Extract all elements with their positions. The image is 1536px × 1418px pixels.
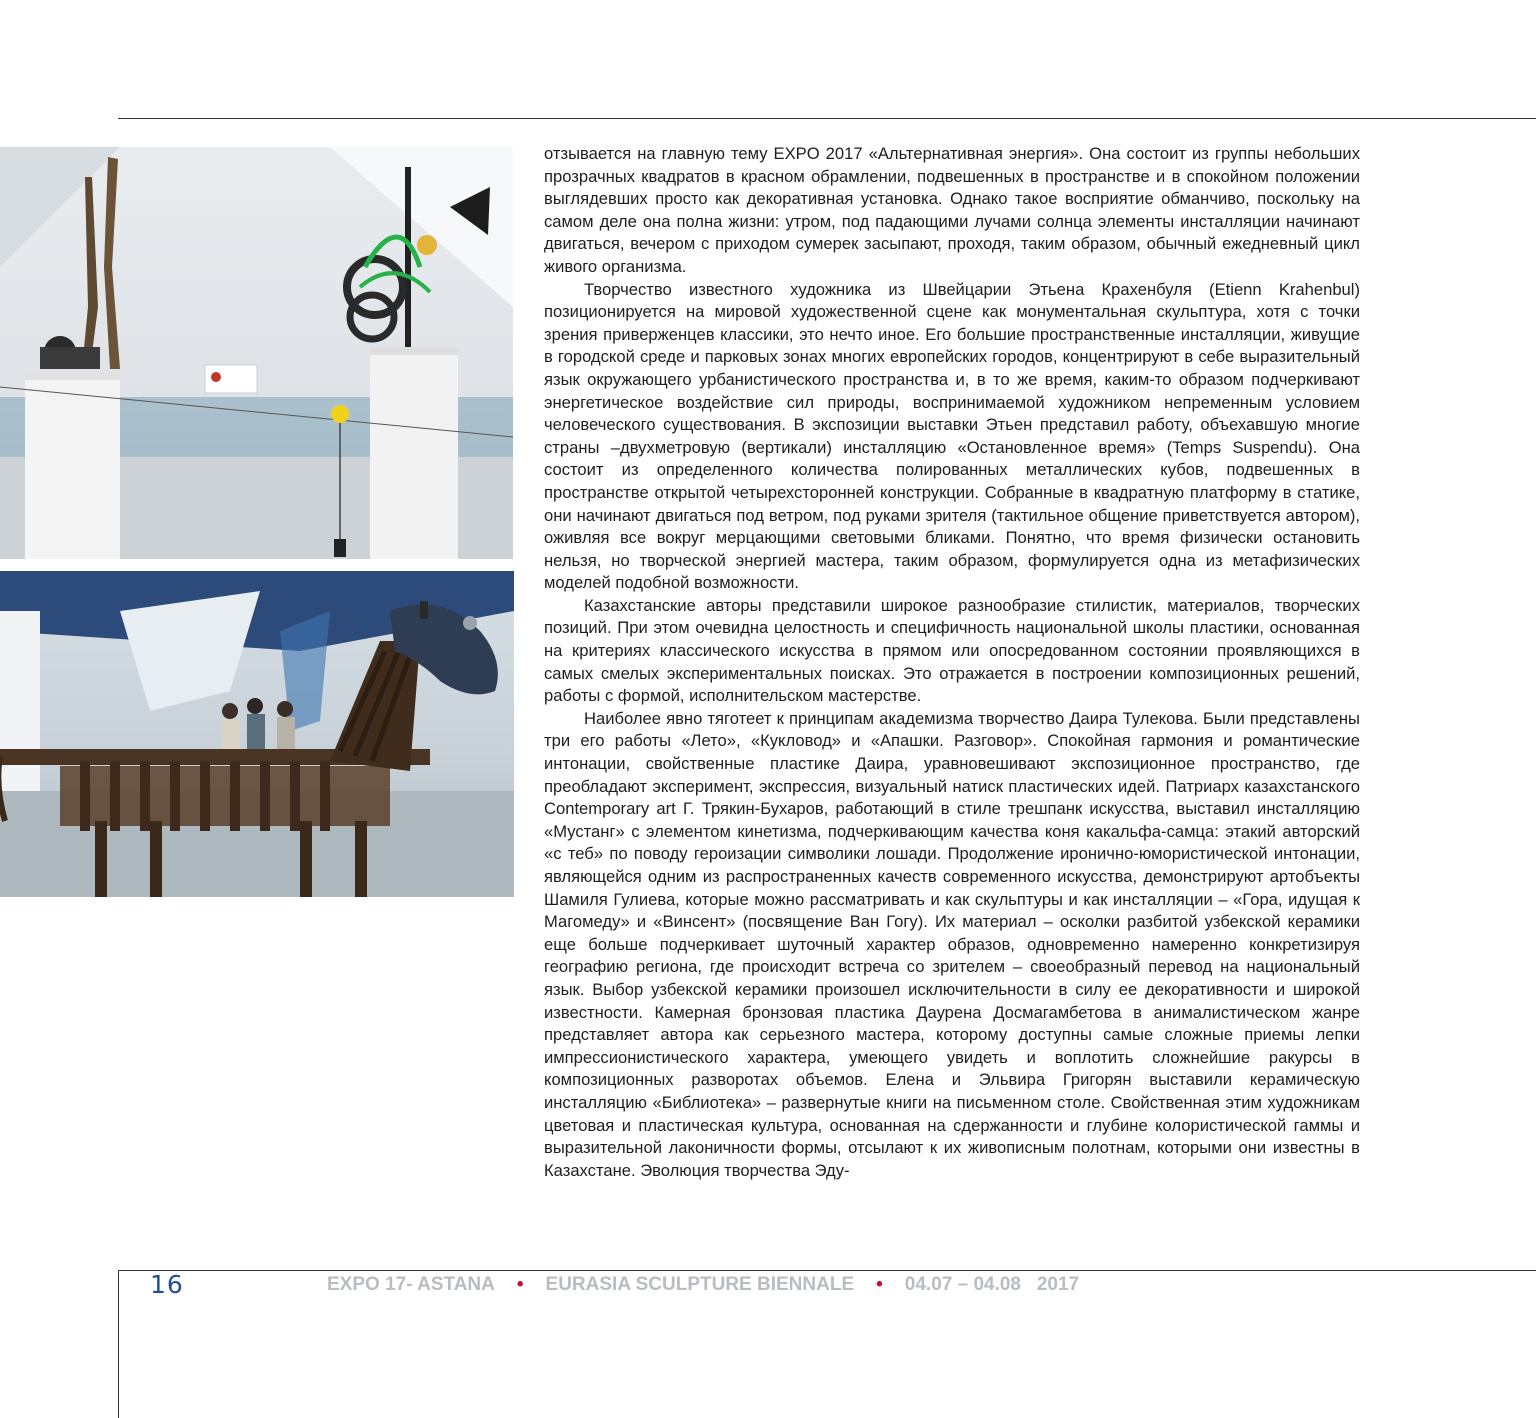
article-paragraph-2: Творчество известного художника из Швейцарии Этьена Крахенбуля (Etienn Krahenbul) позиционируется на мировой художественной сцене как монументальная скульптура, хотя с точки зрения приверженцев классики, это нечто иное. Его большие пространственные инсталляции, живущие в городской среде и парковых зонах многих европейских городов, концентрируют в себе выразительный язык окружающего урбанистического пространства и, в то же время, каким-то образом подчеркивают энергетическое воздействие сил природы, воспринимаемой художником непременным условием человеческого существования. В экспозиции выставки Этьен представил работу, объехавшую многие страны –двухметровую (вертикали) инсталляцию «Остановленное время» (Temps Suspendu). Она состоит из определенного количества полированных металлических кубов, подвешенных в пространстве открытой четырехсторонней конструкции. Собранные в квадратную платформу в статике, они начинают двигаться под ветром, под руками зрителя (тактильное общение приветствуется автором), оживляя все вокруг мерцающими световыми бликами. Понятно, что время физически остановить нельзя, но творческой энергией мастера, таким образом, формулируется одна из метафизических моделей подобной возможности.	[544, 279, 1360, 593]
footer-running-title	[327, 1274, 1079, 1296]
page-number: 16	[150, 1270, 184, 1299]
footer-biennale: EURASIA SCULPTURE BIENNALE	[545, 1274, 855, 1295]
photo-horse-sculpture	[0, 571, 514, 897]
photo-kinetic-sculptures-image	[0, 147, 513, 559]
footer-separator-dot: •	[876, 1274, 883, 1295]
photo-horse-sculpture-image	[0, 571, 514, 897]
article-body	[544, 143, 1360, 1182]
footer-dates: 04.07 – 04.08 2017	[904, 1274, 1080, 1295]
photo-kinetic-sculptures	[0, 147, 513, 559]
footer-separator-dot: •	[516, 1274, 524, 1295]
article-paragraph-1: отзывается на главную тему EXPO 2017 «Альтернативная энергия». Она состоит из группы небольших прозрачных квадратов в красном обрамлении, подвешенных в пространстве и в спокойном положении выглядевших просто как декоративная установка. Однако такое восприятие обманчиво, поскольку на самом деле она полна жизни: утром, под падающими лучами солнца элементы инсталляции начинают двигаться, вечером с приходом сумерек засыпают, проходя, таким образом, обычный ежедневный цикл живого организма.	[544, 144, 1360, 276]
top-rule	[118, 118, 1536, 119]
article-paragraph-4: Наиболее явно тяготеет к принципам академизма творчество Даира Тулекова. Были представлены три его работы «Лето», «Кукловод» и «Апашки. Разговор». Спокойная гармония и романтические интонации, свойственные пластике Даира, уравновешивают экспозиционное пространство, где преобладают эксперимент, экспрессия, визуальный натиск пластических идей. Патриарх казахстанского Contemporary art Г. Трякин-Бухаров, работающий в стиле трешпанк искусства, выставил инсталляцию «Мустанг» с элементом кинетизма, подчеркивающим качества коня какальфа-самца: этакий авторский «с теб» по поводу героизации символики лошади. Продолжение иронично-юмористической интонации, являющейся одним из распространенных качеств современного искусства, демонстрируют артобъекты Шамиля Гулиева, которые можно рассматривать и как скульптуры и как инсталляции – «Гора, идущая к Магомеду» и «Винсент» (посвящение Ван Гогу). Их материал – осколки разбитой узбекской керамики еще больше подчеркивает шуточный характер образов, одновременно намеренно конкретизируя географию региона, где происходит встреча со зрителем – своеобразный перевод на национальный язык. Выбор узбекской керамики произошел исключительности в силу ее декоративности и широкой известности. Камерная бронзовая пластика Даурена Досмагамбетова в анималистическом жанре представляет автора как серьезного мастера, которому доступны самые сложные приемы лепки импрессионистического характера, умеющего увидеть и воплотить сложнейшие ракурсы в композиционных разворотах объемов. Елена и Эльвира Григорян выставили керамическую инсталляцию «Библиотека» – развернутые книги на письменном столе. Свойственная этим художникам цветовая и пластическая культура, основанная на сдержанности и глубине колористической гаммы и выразительной лаконичности формы, отсылают к их живописным полотнам, которыми они известны в Казахстане. Эволюция творчества Эду-	[544, 708, 1360, 1180]
article-paragraph-3: Казахстанские авторы представили широкое разнообразие стилистик, материалов, творческих позиций. При этом очевидна целостность и специфичность национальной школы пластики, основанная на критериях классического искусства в прямом или опосредованном состоянии проявляющихся в самых смелых экспериментальных поисках. Это отражается в построении композиционных решений, работы с формой, исполнительском мастерстве.	[544, 595, 1360, 706]
footer-event: EXPO 17- ASTANA	[327, 1274, 495, 1295]
